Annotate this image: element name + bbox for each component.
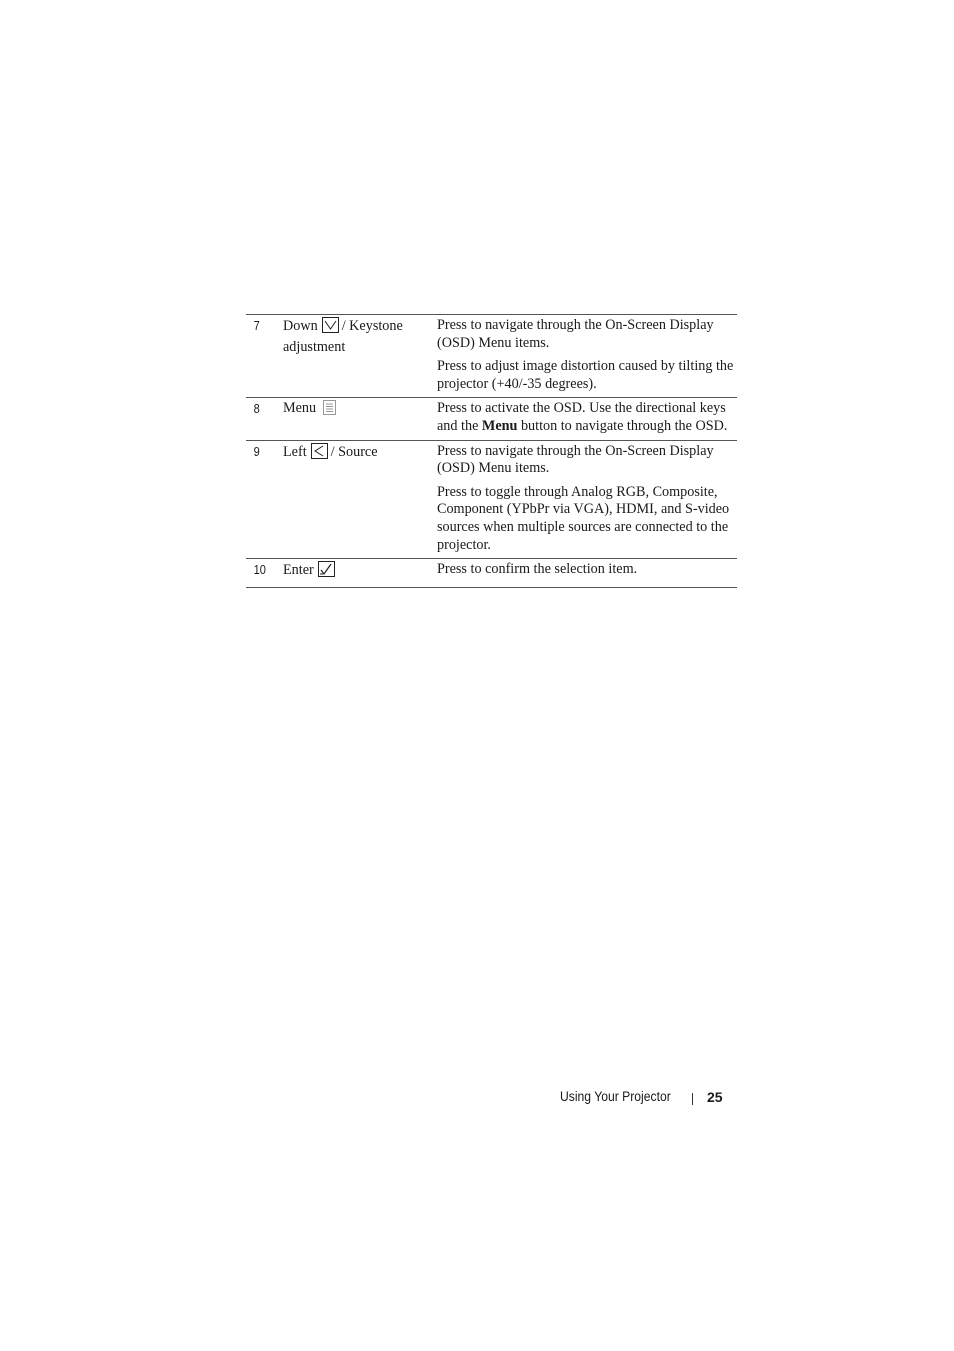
enter-checkmark-icon: [318, 561, 335, 583]
description-text: Press to adjust image distortion caused by tilting the projector (+40/-35 degrees).: [437, 358, 734, 392]
button-description: [437, 315, 737, 398]
row-number: 9: [253, 443, 260, 459]
button-description-table: [246, 314, 737, 588]
description-text: Press to navigate through the On-Screen Display (OSD) Menu items.: [437, 442, 714, 477]
footer-divider: [692, 1093, 693, 1105]
description-text: Press to toggle through Analog RGB, Composite, Component (YPbPr via VGA), HDMI, and S-video sources when multiple sources are connected to the projector.: [437, 483, 730, 553]
button-description: [437, 440, 737, 559]
menu-icon: [323, 400, 336, 421]
page-number: 25: [707, 1089, 723, 1105]
table-row: [246, 315, 737, 398]
button-name: Enter: [283, 559, 437, 588]
table-row: [246, 398, 737, 440]
button-description: [437, 559, 737, 588]
button-name: Down / Keystone adjustment: [283, 318, 403, 355]
button-name: Menu: [283, 398, 437, 440]
description-text: Press to navigate through the On-Screen Display (OSD) Menu items.: [437, 317, 714, 351]
description-text: Press to activate the OSD. Use the directional keys and the Menu button to navigate through the OSD.: [437, 400, 728, 434]
table-row: [246, 559, 737, 588]
table-row: [246, 440, 737, 559]
row-number: 10: [253, 562, 266, 578]
row-number: 7: [253, 318, 260, 333]
button-name: Left / Source: [283, 440, 437, 559]
button-description: [437, 398, 737, 440]
section-title: Using Your Projector: [560, 1089, 671, 1104]
down-arrow-icon: [322, 317, 339, 339]
page-footer: [560, 1089, 730, 1109]
description-text: Press to confirm the selection item.: [437, 561, 638, 578]
left-arrow-icon: [311, 443, 328, 465]
row-number: 8: [253, 401, 260, 417]
